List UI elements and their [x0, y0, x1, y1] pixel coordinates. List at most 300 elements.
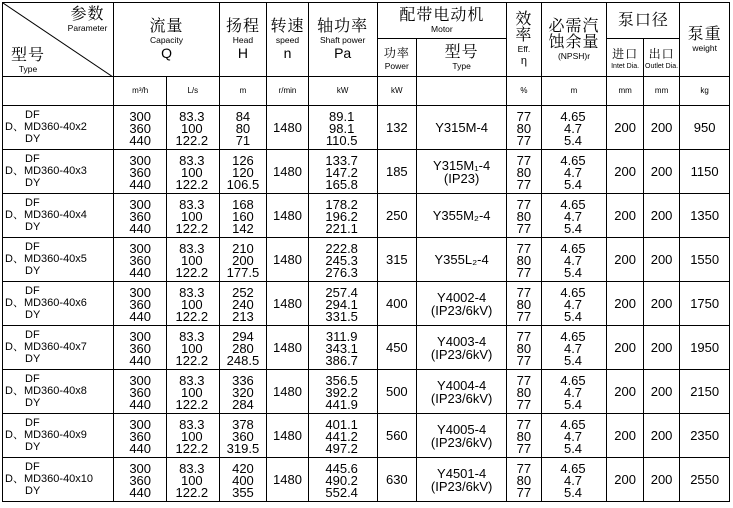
head-value: 210 — [232, 240, 254, 256]
capacity-ls-value: 83.3 — [179, 284, 205, 300]
npsh-value: 4.65 — [560, 372, 586, 388]
table-row — [3, 106, 730, 150]
model-value: DY — [25, 264, 41, 277]
eff-value: 80 — [516, 252, 532, 268]
eff-cell — [507, 282, 541, 326]
capacity-ls-value: 83.3 — [179, 460, 205, 476]
shaft-power-value: 276.3 — [325, 264, 358, 280]
speed-cell: 1480 — [267, 238, 309, 282]
motor-type-cell — [417, 106, 507, 150]
motor-type-value: Y4005-4 — [437, 421, 487, 437]
unit-power: kW — [377, 77, 416, 106]
model-value: D、MD360-40x10 — [5, 472, 94, 485]
capacity-ls-value: 100 — [180, 472, 203, 488]
capacity-ls-value: 122.2 — [175, 176, 209, 192]
capacity-header — [114, 3, 219, 77]
eff-value: 77 — [516, 372, 532, 388]
npsh-cell — [541, 238, 607, 282]
npsh-value: 4.65 — [560, 240, 586, 256]
motor-power-cell: 560 — [377, 414, 416, 458]
units-row — [3, 77, 730, 106]
head-value: 355 — [232, 484, 254, 500]
motor-type-cell — [417, 458, 507, 502]
unit-inlet: mm — [607, 77, 643, 106]
capacity-m3h-value: 360 — [129, 252, 152, 268]
capacity-ls-value: 100 — [180, 208, 203, 224]
capacity-ls-value: 100 — [180, 428, 203, 444]
shaft-power-value: 98.1 — [329, 120, 355, 136]
capacity-ls-cell — [167, 194, 220, 238]
npsh-cell — [541, 282, 607, 326]
eff-cell — [507, 458, 541, 502]
capacity-ls-value: 100 — [180, 164, 203, 180]
eff-en: Eff. — [517, 44, 531, 55]
npsh-cell — [541, 106, 607, 150]
weight-cell: 1350 — [680, 194, 730, 238]
capacity-ls-cell — [167, 238, 220, 282]
capacity-ls-value: 100 — [180, 252, 203, 268]
weight-cell: 2150 — [680, 370, 730, 414]
head-value: 252 — [232, 284, 254, 300]
npsh-value: 4.7 — [563, 384, 583, 400]
capacity-m3h-cell — [114, 238, 167, 282]
speed-en: speed — [275, 34, 300, 45]
inlet-cell: 200 — [607, 238, 643, 282]
motor-type-value: Y355M₂-4 — [432, 208, 491, 223]
model-value: D、MD360-40x9 — [5, 428, 87, 441]
shaft-power-value: 401.1 — [325, 416, 358, 432]
shaft-power-value: 178.2 — [325, 196, 358, 212]
model-value: D、MD360-40x6 — [5, 296, 87, 309]
capacity-ls-value: 83.3 — [179, 328, 205, 344]
unit-weight: kg — [680, 77, 730, 106]
eff-value: 77 — [516, 152, 532, 168]
inlet-cell: 200 — [607, 458, 643, 502]
speed-sym: n — [283, 45, 292, 62]
capacity-en: Capacity — [149, 34, 184, 45]
inlet-cn: 进口 — [612, 46, 639, 61]
table-row — [3, 326, 730, 370]
capacity-m3h-cell — [114, 458, 167, 502]
type-en: Type — [452, 60, 471, 71]
head-value: 280 — [232, 340, 254, 356]
head-cell — [219, 458, 267, 502]
eff-value: 77 — [516, 308, 532, 324]
capacity-m3h-value: 440 — [129, 484, 152, 500]
table-body — [3, 106, 730, 502]
capacity-m3h-value: 300 — [129, 328, 152, 344]
model-cell — [3, 370, 114, 414]
head-value: 248.5 — [226, 352, 260, 368]
unit-capacity-ls: L/s — [167, 77, 220, 106]
outlet-cell: 200 — [643, 106, 679, 150]
unit-blank — [3, 77, 114, 106]
npsh-cell — [541, 370, 607, 414]
motor-power-cell: 630 — [377, 458, 416, 502]
capacity-m3h-value: 360 — [129, 296, 152, 312]
outlet-en: Outlet Dia. — [645, 62, 679, 70]
capacity-ls-value: 122.2 — [175, 264, 209, 280]
npsh-value: 5.4 — [563, 396, 583, 412]
motor-type-value: (IP23) — [443, 170, 480, 186]
head-value: 106.5 — [226, 176, 260, 192]
capacity-m3h-cell — [114, 194, 167, 238]
head-cell — [219, 194, 267, 238]
head-value: 120 — [232, 164, 254, 180]
shaft-power-cell — [308, 150, 377, 194]
model-value: DY — [25, 132, 41, 145]
eff-value: 77 — [516, 220, 532, 236]
capacity-m3h-value: 300 — [129, 108, 152, 124]
npsh-value: 4.7 — [563, 472, 583, 488]
capacity-ls-value: 83.3 — [179, 372, 205, 388]
capacity-m3h-value: 440 — [129, 132, 152, 148]
head-en: Head — [232, 34, 254, 45]
model-value: DF — [25, 416, 40, 429]
model-value: DF — [25, 152, 40, 165]
capacity-ls-value: 83.3 — [179, 152, 205, 168]
power-en: Power — [384, 60, 409, 71]
model-cell — [3, 150, 114, 194]
inlet-cell: 200 — [607, 282, 643, 326]
npsh-value: 4.65 — [560, 196, 586, 212]
npsh-cell — [541, 194, 607, 238]
outlet-cell: 200 — [643, 458, 679, 502]
capacity-ls-cell — [167, 414, 220, 458]
model-value: DY — [25, 308, 41, 321]
eff-value: 77 — [516, 328, 532, 344]
capacity-ls-value: 122.2 — [175, 440, 209, 456]
table-row — [3, 282, 730, 326]
motor-power-cell: 315 — [377, 238, 416, 282]
capacity-m3h-cell — [114, 326, 167, 370]
head-cn: 扬程 — [225, 17, 260, 35]
shaft-power-value: 294.1 — [325, 296, 358, 312]
shaft-power-cell — [308, 194, 377, 238]
motor-type-cell — [417, 414, 507, 458]
motor-power-header — [377, 39, 416, 77]
capacity-ls-cell — [167, 458, 220, 502]
model-value: DF — [25, 196, 40, 209]
head-value: 360 — [232, 428, 254, 444]
weight-cell: 1950 — [680, 326, 730, 370]
table-row — [3, 194, 730, 238]
eff-cell — [507, 150, 541, 194]
shaft-power-cell — [308, 370, 377, 414]
motor-type-cell — [417, 282, 507, 326]
eff-value: 77 — [516, 416, 532, 432]
model-value: D、MD360-40x2 — [5, 120, 87, 133]
motor-power-cell: 250 — [377, 194, 416, 238]
eff-value: 77 — [516, 108, 532, 124]
shaft-sym: Pa — [334, 45, 352, 62]
head-value: 294 — [232, 328, 254, 344]
npsh-header — [541, 3, 607, 77]
inlet-cell: 200 — [607, 326, 643, 370]
power-cn: 功率 — [383, 45, 410, 60]
model-value: DF — [25, 284, 40, 297]
shaft-power-value: 110.5 — [325, 132, 358, 148]
eff-value: 80 — [516, 120, 532, 136]
head-value: 378 — [232, 416, 254, 432]
model-cell — [3, 238, 114, 282]
weight-cell: 950 — [680, 106, 730, 150]
speed-cell: 1480 — [267, 194, 309, 238]
weight-cell: 2350 — [680, 414, 730, 458]
model-cell — [3, 282, 114, 326]
speed-cell: 1480 — [267, 282, 309, 326]
capacity-ls-value: 83.3 — [179, 416, 205, 432]
unit-capacity-m3h: m³/h — [114, 77, 167, 106]
model-parameter-header — [3, 3, 114, 77]
npsh-value: 4.7 — [563, 208, 583, 224]
eff-value: 77 — [516, 440, 532, 456]
capacity-m3h-value: 360 — [129, 208, 152, 224]
head-cell — [219, 150, 267, 194]
inlet-en: Intet Dia. — [611, 62, 640, 70]
shaft-power-value: 392.2 — [325, 384, 358, 400]
npsh-en: (NPSH)r — [557, 50, 591, 61]
table-row — [3, 150, 730, 194]
head-value: 336 — [232, 372, 254, 388]
model-value: D、MD360-40x5 — [5, 252, 87, 265]
model-cell — [3, 414, 114, 458]
motor-type-value: Y4501-4 — [437, 465, 487, 481]
model-value: D、MD360-40x8 — [5, 384, 87, 397]
eff-value: 80 — [516, 164, 532, 180]
shaft-power-value: 386.7 — [325, 352, 358, 368]
shaft-power-cell — [308, 458, 377, 502]
motor-power-cell: 500 — [377, 370, 416, 414]
capacity-m3h-value: 300 — [129, 460, 152, 476]
capacity-m3h-value: 440 — [129, 396, 152, 412]
eff-value: 80 — [516, 296, 532, 312]
speed-cell: 1480 — [267, 458, 309, 502]
capacity-ls-cell — [167, 282, 220, 326]
head-cell — [219, 370, 267, 414]
model-cell — [3, 106, 114, 150]
capacity-ls-cell — [167, 370, 220, 414]
capacity-m3h-value: 360 — [129, 120, 152, 136]
eff-sym: η — [520, 54, 527, 67]
motor-type-value: Y315M₁-4 — [433, 157, 491, 173]
eff-cell — [507, 414, 541, 458]
model-value: DF — [25, 328, 40, 341]
head-cell — [219, 326, 267, 370]
weight-cn: 泵重 — [687, 25, 722, 43]
capacity-m3h-value: 360 — [129, 340, 152, 356]
unit-npsh: m — [541, 77, 607, 106]
capacity-m3h-cell — [114, 414, 167, 458]
capacity-m3h-value: 300 — [129, 372, 152, 388]
shaft-power-cell — [308, 414, 377, 458]
weight-cell: 1750 — [680, 282, 730, 326]
outlet-cell: 200 — [643, 150, 679, 194]
head-cell — [219, 106, 267, 150]
head-value: 177.5 — [226, 264, 260, 280]
npsh-cell — [541, 326, 607, 370]
shaft-power-header — [308, 3, 377, 77]
speed-cn: 转速 — [270, 17, 305, 35]
eff-value: 77 — [516, 396, 532, 412]
head-value: 200 — [232, 252, 254, 268]
table-row — [3, 370, 730, 414]
inlet-cell: 200 — [607, 150, 643, 194]
outlet-cn: 出口 — [648, 46, 675, 61]
outlet-cell: 200 — [643, 414, 679, 458]
motor-power-cell: 132 — [377, 106, 416, 150]
motor-type-cell — [417, 370, 507, 414]
motor-type-cell — [417, 238, 507, 282]
capacity-m3h-value: 360 — [129, 164, 152, 180]
weight-cell: 2550 — [680, 458, 730, 502]
head-header — [219, 3, 267, 77]
shaft-power-value: 221.1 — [325, 220, 358, 236]
eff-value: 77 — [516, 240, 532, 256]
eff-cell — [507, 370, 541, 414]
npsh-value: 4.7 — [563, 120, 583, 136]
unit-eff: % — [507, 77, 541, 106]
shaft-power-value: 257.4 — [325, 284, 358, 300]
motor-header — [377, 3, 507, 39]
eff-cell — [507, 326, 541, 370]
npsh-value: 4.65 — [560, 108, 586, 124]
npsh-value: 5.4 — [563, 176, 583, 192]
outlet-cell: 200 — [643, 194, 679, 238]
motor-type-value: (IP23/6kV) — [430, 478, 493, 494]
head-value: 142 — [232, 220, 254, 236]
capacity-ls-cell — [167, 106, 220, 150]
motor-cn: 配带电动机 — [399, 6, 485, 24]
eff-value: 77 — [516, 264, 532, 280]
model-en: Type — [18, 63, 38, 74]
eff-header — [507, 3, 541, 77]
speed-cell: 1480 — [267, 150, 309, 194]
motor-type-value: (IP23/6kV) — [430, 390, 493, 406]
model-value: DF — [25, 460, 40, 473]
speed-cell: 1480 — [267, 370, 309, 414]
motor-type-value: Y4004-4 — [437, 377, 487, 393]
model-cn: 型号 — [11, 46, 46, 64]
npsh-value: 5.4 — [563, 132, 583, 148]
model-value: D、MD360-40x4 — [5, 208, 87, 221]
model-value: DY — [25, 396, 41, 409]
speed-header — [267, 3, 309, 77]
npsh-cell — [541, 414, 607, 458]
npsh-value: 5.4 — [563, 440, 583, 456]
eff-value: 77 — [516, 132, 532, 148]
shaft-power-cell — [308, 326, 377, 370]
capacity-ls-value: 83.3 — [179, 108, 205, 124]
shaft-power-value: 331.5 — [325, 308, 358, 324]
capacity-m3h-cell — [114, 106, 167, 150]
npsh-value: 4.65 — [560, 416, 586, 432]
model-cell — [3, 458, 114, 502]
motor-type-cell — [417, 150, 507, 194]
param-en: Parameter — [67, 23, 108, 33]
eff-value: 77 — [516, 352, 532, 368]
unit-speed: r/min — [267, 77, 309, 106]
capacity-m3h-value: 300 — [129, 240, 152, 256]
capacity-m3h-value: 300 — [129, 196, 152, 212]
head-value: 240 — [232, 296, 254, 312]
capacity-ls-value: 122.2 — [175, 132, 209, 148]
eff-cell — [507, 238, 541, 282]
weight-en: weight — [692, 42, 717, 53]
motor-type-cell — [417, 194, 507, 238]
capacity-m3h-value: 360 — [129, 428, 152, 444]
capacity-ls-value: 122.2 — [175, 484, 209, 500]
head-cell — [219, 238, 267, 282]
eff-value: 77 — [516, 284, 532, 300]
shaft-power-value: 311.9 — [325, 328, 358, 344]
capacity-m3h-value: 300 — [129, 284, 152, 300]
speed-cell: 1480 — [267, 326, 309, 370]
motor-power-cell: 400 — [377, 282, 416, 326]
table-row — [3, 414, 730, 458]
eff-cn: 效率 — [515, 11, 533, 45]
shaft-power-value: 222.8 — [325, 240, 358, 256]
shaft-power-cell — [308, 282, 377, 326]
eff-value: 77 — [516, 484, 532, 500]
outlet-cell: 200 — [643, 238, 679, 282]
motor-type-value: Y4003-4 — [437, 333, 487, 349]
npsh-value: 4.7 — [563, 340, 583, 356]
table-row — [3, 458, 730, 502]
shaft-en: Shaft power — [319, 34, 366, 45]
eff-value: 80 — [516, 340, 532, 356]
model-cell — [3, 326, 114, 370]
shaft-power-value: 552.4 — [325, 484, 358, 500]
unit-outlet: mm — [643, 77, 679, 106]
unit-motor-type — [417, 77, 507, 106]
capacity-m3h-cell — [114, 282, 167, 326]
motor-type-header — [417, 39, 507, 77]
motor-type-value: Y355L₂-4 — [434, 252, 489, 267]
capacity-ls-value: 100 — [180, 120, 203, 136]
capacity-m3h-value: 440 — [129, 220, 152, 236]
motor-type-value: (IP23/6kV) — [430, 302, 493, 318]
shaft-power-value: 147.2 — [325, 164, 358, 180]
head-value: 168 — [232, 196, 254, 212]
npsh-value: 4.7 — [563, 428, 583, 444]
npsh-value: 4.65 — [560, 328, 586, 344]
model-value: DF — [25, 372, 40, 385]
unit-head: m — [219, 77, 267, 106]
motor-type-value: Y315M-4 — [435, 120, 488, 135]
head-value: 400 — [232, 472, 254, 488]
head-value: 160 — [232, 208, 254, 224]
head-value: 126 — [232, 152, 254, 168]
capacity-m3h-value: 440 — [129, 440, 152, 456]
npsh-value: 5.4 — [563, 264, 583, 280]
shaft-power-value: 497.2 — [325, 440, 358, 456]
npsh-value: 4.7 — [563, 252, 583, 268]
outlet-header — [643, 39, 679, 77]
shaft-power-value: 356.5 — [325, 372, 358, 388]
head-value: 213 — [232, 308, 254, 324]
table-row — [3, 238, 730, 282]
eff-cell — [507, 106, 541, 150]
model-value: DY — [25, 484, 41, 497]
npsh-cell — [541, 150, 607, 194]
capacity-m3h-value: 440 — [129, 176, 152, 192]
model-cell — [3, 194, 114, 238]
type-cn: 型号 — [444, 43, 479, 61]
npsh-value: 4.65 — [560, 284, 586, 300]
inlet-cell: 200 — [607, 370, 643, 414]
shaft-power-value: 196.2 — [325, 208, 358, 224]
